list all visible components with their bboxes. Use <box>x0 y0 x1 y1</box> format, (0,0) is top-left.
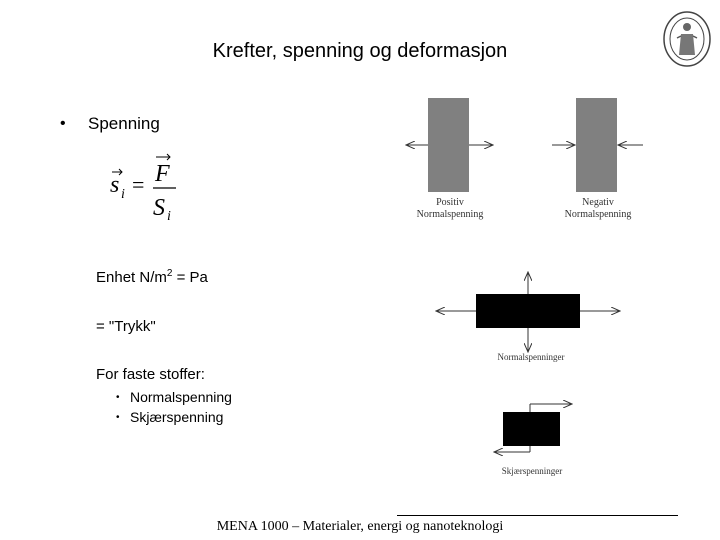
bullet-marker: • <box>60 115 66 132</box>
sublist-item <box>116 389 232 405</box>
positive-normal-stress-figure <box>406 98 493 220</box>
footer-rule <box>397 515 678 516</box>
trykk-line: = "Trykk" <box>96 318 156 335</box>
stress-figures <box>380 90 660 490</box>
bullet-heading: Spenning <box>88 114 160 133</box>
negative-label-line2: Normalspenning <box>564 209 632 220</box>
stress-formula <box>108 152 188 232</box>
shear-stresses-figure <box>494 404 572 476</box>
normal-caption: Normalspenninger <box>497 352 565 362</box>
formula-lhs-symbol: s <box>110 172 120 198</box>
sublist-marker: • <box>116 412 120 423</box>
formula-denominator: S <box>153 195 165 221</box>
black-block-normal <box>476 294 580 328</box>
formula-lhs-subscript: i <box>121 187 125 202</box>
slide-title: Krefter, spenning og deformasjon <box>212 40 508 62</box>
normal-stresses-figure <box>436 272 620 362</box>
unit-suffix: = Pa <box>172 269 208 286</box>
unit-line <box>96 268 208 286</box>
negative-label-line1: Negativ <box>582 197 614 208</box>
black-block-shear <box>503 412 560 446</box>
formula-equals: = <box>132 172 145 197</box>
shear-caption: Skjærspenninger <box>501 466 563 476</box>
university-seal-icon <box>662 10 712 68</box>
negative-normal-stress-figure <box>552 98 643 220</box>
sublist-item-label: Skjærspenning <box>130 409 224 425</box>
sublist-item <box>116 409 224 425</box>
formula-numerator: F <box>155 161 170 187</box>
sublist-item-label: Normalspenning <box>130 389 232 405</box>
solids-line: For faste stoffer: <box>96 366 205 383</box>
unit-exponent: 2 <box>166 268 173 279</box>
positive-label-line2: Normalspenning <box>416 209 484 220</box>
unit-prefix: Enhet N/m <box>96 269 167 286</box>
gray-bar-negative <box>576 98 617 192</box>
formula-den-subscript: i <box>167 209 171 224</box>
sublist-marker: • <box>116 392 120 403</box>
footer-text: MENA 1000 – Materialer, energi og nanoteknologi <box>216 519 504 534</box>
gray-bar-positive <box>428 98 469 192</box>
positive-label-line1: Positiv <box>436 197 464 208</box>
